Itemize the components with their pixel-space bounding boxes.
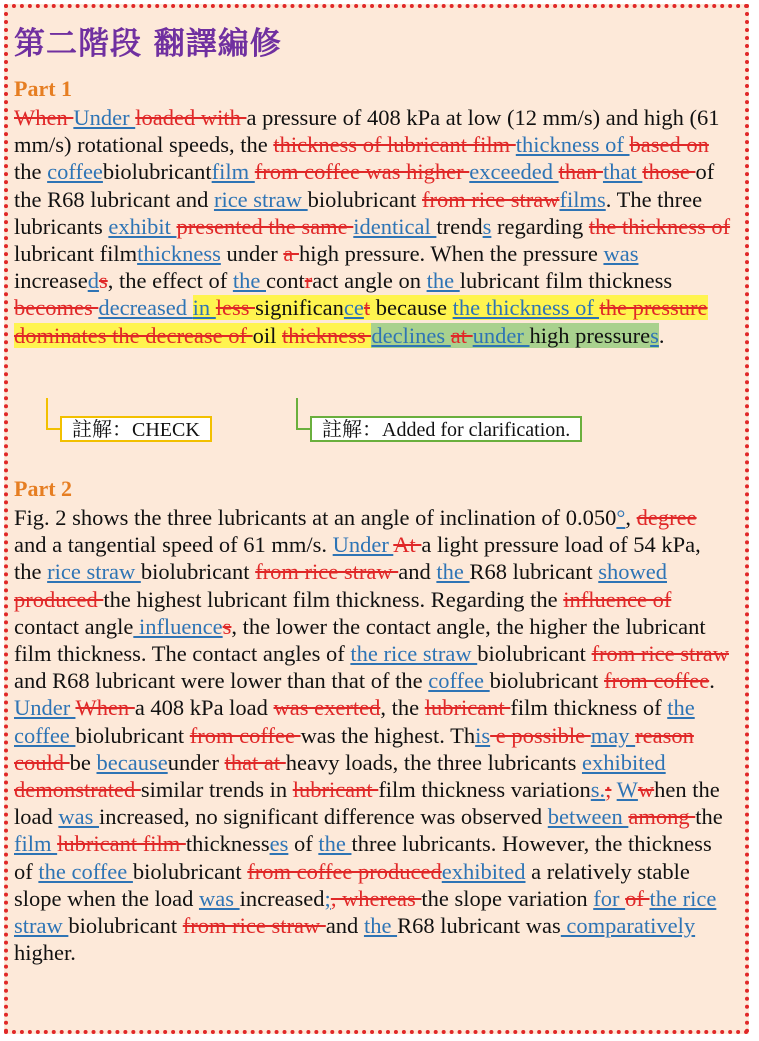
check-note-connector xyxy=(46,398,60,430)
inserted-text: exhibited xyxy=(581,749,666,775)
inserted-text: the coffee xyxy=(38,858,133,884)
deleted-text: When xyxy=(14,105,74,130)
text-run: lubricant film xyxy=(14,241,138,267)
deleted-text: At xyxy=(393,532,422,558)
text-run: three lubricants. However, the thickness of xyxy=(14,831,712,884)
text-run: and xyxy=(325,913,364,939)
text-run: . The three lubricants xyxy=(14,186,703,239)
highlight-yellow-text-run: oil xyxy=(252,322,283,348)
inserted-text: film xyxy=(14,831,58,857)
deleted-text: the thickness of xyxy=(588,213,731,239)
inserted-text: identical xyxy=(353,213,437,239)
inserted-text: comparatively xyxy=(560,913,696,939)
highlight-green-deleted-text: at xyxy=(450,322,473,348)
text-run: a pressure of 408 kPa at low (12 mm/s) and high (61 mm/s) rotational speeds, the xyxy=(14,105,720,158)
highlight-green-inserted-text: declines xyxy=(371,322,451,348)
inserted-text: because xyxy=(96,749,168,775)
inserted-text: exceeded xyxy=(469,159,559,185)
text-run: be xyxy=(69,749,97,775)
part2-title: Part 2 xyxy=(14,476,73,501)
deleted-text: s xyxy=(98,268,108,294)
text-run: , the lower the contact angle, the higher the lubricant film thickness. The contact angles of xyxy=(14,613,706,667)
inserted-text: the xyxy=(436,559,470,585)
deleted-text: that at xyxy=(224,749,286,775)
clarification-note-connector xyxy=(296,398,310,430)
highlight-yellow-inserted-text: ce xyxy=(343,295,364,321)
text-run: cont xyxy=(266,268,305,294)
inserted-text: the xyxy=(318,831,352,857)
highlight-yellow-deleted-text: the pressure dominates the decrease of xyxy=(14,295,708,348)
inserted-text: exhibit xyxy=(108,213,177,239)
inserted-text: the rice straw xyxy=(350,641,478,667)
inserted-text: for xyxy=(593,885,626,911)
text-run: . xyxy=(658,322,665,348)
inserted-text: es xyxy=(269,831,289,857)
text-run: and R68 lubricant were lower than that of the xyxy=(14,668,429,694)
deleted-text: r xyxy=(304,268,313,294)
text-run: and a tangential speed of 61 mm/s. xyxy=(14,532,333,558)
inserted-text: W xyxy=(616,777,638,803)
text-run: Fig. 2 shows the three lubricants at an angle of inclination of 0.050 xyxy=(14,505,617,530)
inserted-text: showed xyxy=(598,559,667,585)
deleted-text: from coffee produced xyxy=(247,858,442,884)
deleted-text: e possible xyxy=(490,722,591,748)
deleted-text: degree xyxy=(636,505,697,530)
text-run: under xyxy=(220,241,284,267)
inserted-text: was xyxy=(603,241,639,267)
text-run: hen the load xyxy=(14,777,720,830)
deleted-text: from coffee xyxy=(189,722,301,748)
deleted-text: from rice straw xyxy=(591,641,730,667)
deleted-text: from coffee was higher xyxy=(254,159,470,185)
deleted-text: When xyxy=(75,695,135,721)
text-run: , xyxy=(625,505,637,530)
deleted-text: reason could xyxy=(14,722,694,775)
text-run: trend xyxy=(436,213,483,239)
text-run: the xyxy=(695,804,723,830)
text-run: . xyxy=(709,668,715,694)
inserted-text: ° xyxy=(616,505,626,530)
text-run: biolubricant xyxy=(132,858,248,884)
text-run: R68 lubricant was xyxy=(397,913,561,939)
text-run: was the highest. Th xyxy=(300,722,476,748)
inserted-text: rice straw xyxy=(213,186,308,212)
inserted-text: decreased xyxy=(98,295,193,321)
text-run: biolubricant xyxy=(102,159,212,185)
inserted-text: the xyxy=(426,268,460,294)
inserted-text: ; xyxy=(324,885,331,911)
part1-paragraph xyxy=(14,104,732,349)
deleted-text: s xyxy=(222,613,232,639)
text-run: biolubricant xyxy=(307,186,423,212)
deleted-text: based on xyxy=(629,132,709,158)
highlight-yellow-text-run: because xyxy=(370,295,453,321)
deleted-text: from rice straw xyxy=(182,913,326,939)
deleted-text: was exerted xyxy=(273,695,381,721)
text-run: the highest lubricant film thickness. Regarding the xyxy=(103,586,564,612)
highlight-green-inserted-text: s xyxy=(650,322,659,348)
text-run: the xyxy=(14,159,48,185)
clarification-comment[interactable]: 註解：Added for clarification. xyxy=(310,416,582,442)
deleted-text: than xyxy=(558,159,603,185)
deleted-text: w xyxy=(637,777,655,803)
highlight-yellow-text-run: significan xyxy=(255,295,344,321)
text-run: biolubricant xyxy=(140,559,256,585)
text-run: increased xyxy=(239,885,325,911)
deleted-text: lubricant film xyxy=(57,831,186,857)
text-run: a 408 kPa load xyxy=(134,695,274,721)
inserted-text: s. xyxy=(590,777,606,803)
deleted-text: loaded with xyxy=(135,105,247,130)
deleted-text: lubricant xyxy=(424,695,511,721)
text-run: act angle on xyxy=(312,268,427,294)
text-run: similar trends in xyxy=(140,777,293,803)
inserted-text: rice straw xyxy=(47,559,141,585)
inserted-text: film xyxy=(211,159,255,185)
text-run: high pressure. When the pressure xyxy=(298,241,604,267)
deleted-text: influence of xyxy=(563,586,672,612)
deleted-text: demonstrated xyxy=(14,777,141,803)
text-run: regarding xyxy=(491,213,589,239)
inserted-text: thickness of xyxy=(515,132,630,158)
text-run: , the xyxy=(380,695,425,721)
text-run: R68 lubricant xyxy=(469,559,599,585)
inserted-text: s xyxy=(482,213,492,239)
deleted-text: from rice straw xyxy=(422,186,560,212)
inserted-text: Under xyxy=(332,532,394,558)
deleted-text: of xyxy=(625,885,650,911)
text-run: biolubricant xyxy=(68,913,183,939)
part2-paragraph xyxy=(14,504,732,966)
inserted-text: Under xyxy=(14,695,76,721)
text-run: a light pressure load of 54 kPa, the xyxy=(14,532,701,585)
text-run: of the R68 lubricant and xyxy=(14,159,715,212)
deleted-text: ; xyxy=(605,777,612,803)
text-run: and xyxy=(398,559,437,585)
text-run: biolubricant xyxy=(75,722,190,748)
inserted-text: may xyxy=(590,722,636,748)
deleted-text: produced xyxy=(14,586,104,612)
text-run: biolubricant xyxy=(477,641,592,667)
text-run: heavy loads, the three lubricants xyxy=(285,749,582,775)
text-run: thickness xyxy=(185,831,270,857)
check-comment[interactable]: 註解：CHECK xyxy=(60,416,212,442)
inserted-text: d xyxy=(87,268,99,294)
inserted-text: the xyxy=(363,913,398,939)
deleted-text: lubricant xyxy=(292,777,379,803)
text-run: increase xyxy=(14,268,88,294)
text-run: a relatively stable slope when the load xyxy=(14,858,690,911)
deleted-text: from coffee xyxy=(604,668,710,694)
inserted-text: that xyxy=(602,159,643,185)
text-run: film thickness of xyxy=(510,695,668,721)
highlight-yellow-inserted-text: in xyxy=(192,295,216,321)
text-run: film thickness variation xyxy=(378,777,591,803)
deleted-text: presented the same xyxy=(176,213,354,239)
text-run: contact angle xyxy=(14,613,134,639)
page-heading: 第二階段 翻譯編修 xyxy=(14,26,282,62)
inserted-text: was xyxy=(198,885,240,911)
deleted-text: a xyxy=(283,241,299,267)
inserted-text: is xyxy=(475,722,491,748)
part1-title: Part 1 xyxy=(14,76,73,101)
deleted-text: becomes xyxy=(14,295,99,321)
text-run: , the effect of xyxy=(107,268,233,294)
inserted-text: influence xyxy=(133,613,223,639)
highlight-green-text-run: high pressure xyxy=(529,322,651,348)
text-run: the slope variation xyxy=(421,885,594,911)
inserted-text: thickness xyxy=(137,241,221,267)
deleted-text: thickness of lubricant film xyxy=(273,132,516,158)
inserted-text: Under xyxy=(73,105,136,130)
text-run: of xyxy=(288,831,319,857)
inserted-text: films xyxy=(559,186,606,212)
text-run: increased, no significant difference was observed xyxy=(99,804,548,830)
highlight-green-inserted-text: under xyxy=(472,322,530,348)
text-run: lubricant film thickness xyxy=(459,268,673,294)
deleted-text: from rice straw xyxy=(255,559,399,585)
deleted-text: those xyxy=(642,159,696,185)
highlight-yellow-deleted-text: less xyxy=(215,295,256,321)
inserted-text: coffee xyxy=(428,668,490,694)
highlight-yellow-deleted-text: thickness xyxy=(282,322,372,348)
deleted-text: , whereas xyxy=(330,885,422,911)
text-run: higher. xyxy=(14,940,76,966)
inserted-text: exhibited xyxy=(441,858,526,884)
deleted-text: among xyxy=(628,804,696,830)
inserted-text: the coffee xyxy=(14,695,695,748)
inserted-text: coffee xyxy=(47,159,103,185)
text-run: biolubricant xyxy=(489,668,605,694)
highlight-yellow-inserted-text: the thickness of xyxy=(452,295,600,321)
highlight-yellow-deleted-text: t xyxy=(363,295,371,321)
inserted-text: the xyxy=(232,268,266,294)
text-run: under xyxy=(167,749,225,775)
inserted-text: was xyxy=(58,804,99,830)
inserted-text: the rice straw xyxy=(14,885,717,939)
inserted-text: between xyxy=(547,804,629,830)
